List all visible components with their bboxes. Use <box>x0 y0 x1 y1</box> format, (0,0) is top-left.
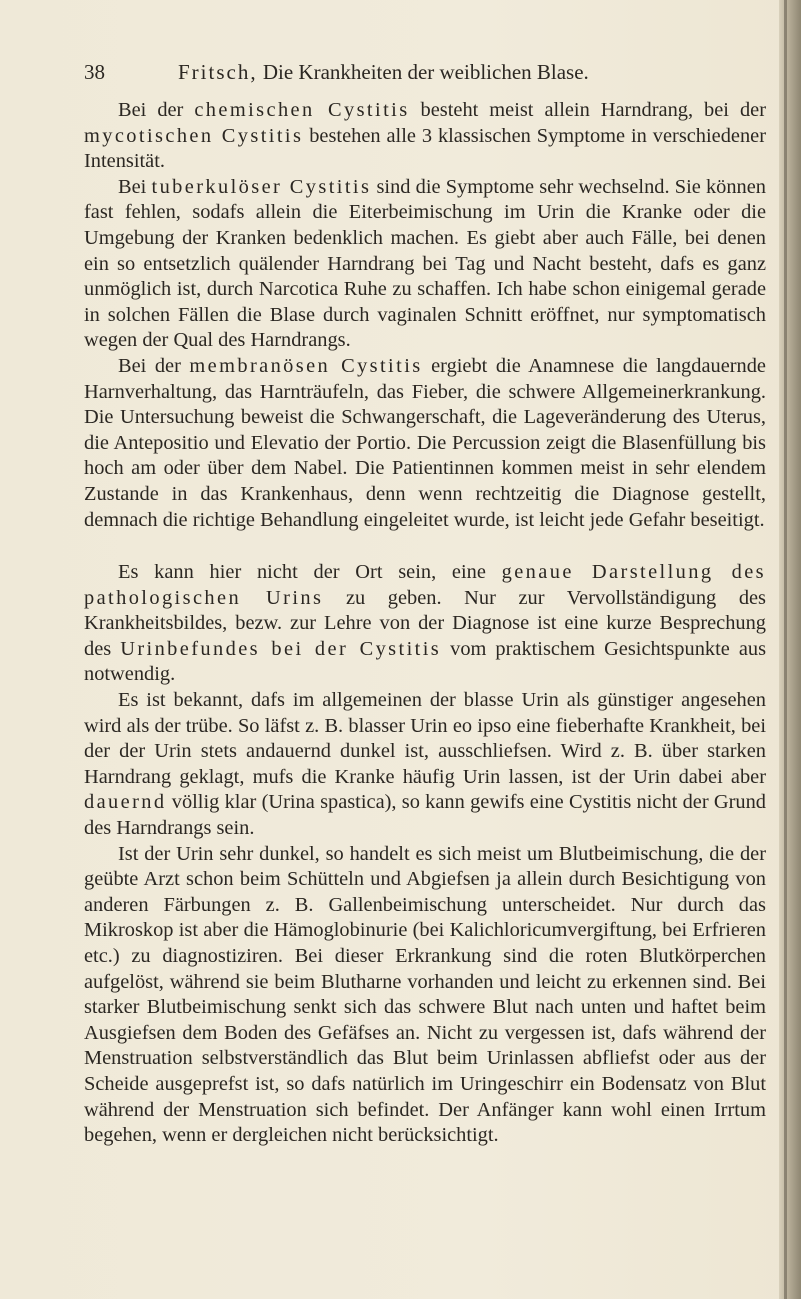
spaced-term: membranösen Cystitis <box>189 354 423 377</box>
paragraph-text: Bei der <box>118 354 190 377</box>
paragraph-text: völlig klar (Urina spastica), so kann gewifs eine Cystitis nicht der Grund des Harndrangs sein. <box>84 791 766 840</box>
paragraph-text: Es kann hier nicht der Ort sein, eine <box>118 561 502 584</box>
paragraph <box>84 175 766 354</box>
paragraph-text: ergiebt die Anamnese die langdauernde Harnverhaltung, das Harnträufeln, das Fieber, die schwere Allgemeinerkrankung. Die Untersuchung beweist die Schwangerschaft, die Lageveränderung des Uterus, die Antepositio und Elevatio der Portio. Die Percussion zeigt die Blasenfüllung bis hoch am oder über dem Nabel. Die Patientinnen kommen meist in sehr elendem Zustande in das Krankenhaus, denn wenn rechtzeitig die Diagnose gestellt, demnach die richtige Behandlung eingeleitet wurde, ist leicht jede Gefahr beseitigt. <box>84 354 766 531</box>
paragraph-text: Bei der <box>118 99 195 121</box>
paragraph-text: vom praktischem Gesichtspunkte aus notwendig. <box>84 637 766 686</box>
paragraph-text: besteht meist allein Harndrang, bei der <box>409 99 766 121</box>
spaced-term: Urinbefundes bei der Cystitis <box>120 637 442 660</box>
body-text <box>84 98 766 1149</box>
paragraph <box>84 688 766 842</box>
paragraph <box>84 98 766 175</box>
running-title <box>178 60 589 85</box>
paragraph-text: Bei <box>118 175 152 198</box>
paragraph-text: bestehen alle 3 klassischen Symptome in verschiedener Intensität. <box>84 124 766 173</box>
running-title-author: Fritsch, <box>178 60 258 84</box>
spaced-term: mycotischen Cystitis <box>84 124 304 147</box>
paragraph <box>84 354 766 533</box>
page-header <box>84 60 774 88</box>
spaced-term: chemischen Cystitis <box>194 99 410 121</box>
paragraph-text: zu geben. Nur zur Vervollständigung des Krankheitsbildes, bezw. zur Lehre von der Diagnose ist eine kurze Besprechung des <box>84 586 766 660</box>
page-edge-line <box>784 0 787 1299</box>
spaced-term: tuberkulöser Cystitis <box>151 175 372 198</box>
spaced-term: genaue Darstellung des pathologischen Urins <box>84 561 766 609</box>
paragraph <box>84 560 766 688</box>
paragraph-text: sind die Symptome sehr wechselnd. Sie können fast fehlen, sodafs allein die Eiterbeimischung im Urin die Kranke oder die Umgebung der Kranken bedenklich machen. Es giebt aber auch Fälle, bei denen ein so entsetzlich quälender Harndrang bei Tag und Nacht besteht, dafs es ganz unmöglich ist, durch Narcotica Ruhe zu schaffen. Ich habe schon einigemal gerade in solchen Fällen die Blase durch vaginalen Schnitt eröffnet, nur symptomatisch wegen der Qual des Harndrangs. <box>84 175 767 352</box>
paragraph-text: Ist der Urin sehr dunkel, so handelt es sich meist um Blutbeimischung, die der geübte Arzt schon beim Schütteln und Abgiefsen ja allein durch Besichtigung von anderen Färbungen z. B. Gallenbeimischung unterscheidet. Nur durch das Mikroskop ist aber die Hämoglobinurie (bei Kalichloricumvergiftung, bei Erfrieren etc.) zu diagnostiziren. Bei dieser Erkrankung sind die roten Blutkörperchen aufgelöst, während sie beim Blutharne vorhanden und leicht zu erkennen sind. Bei starker Blutbeimischung senkt sich das schwere Blut nach unten und haftet beim Ausgiefsen dem Boden des Gefäfses an. Nicht zu vergessen ist, dafs während der Menstruation selbstverständlich das Blut beim Urinlassen abfliefst oder aus der Scheide ausgeprefst ist, so dafs natürlich im Uringeschirr ein Bodensatz von Blut während der Menstruation sich befindet. Der Anfänger kann wohl einen Irrtum begehen, wenn er dergleichen nicht berücksichtigt. <box>84 842 766 1147</box>
page-number: 38 <box>84 60 105 84</box>
paragraph <box>84 842 766 1149</box>
running-title-text: Die Krankheiten der weiblichen Blase. <box>257 60 589 84</box>
spaced-term: dauernd <box>84 791 167 814</box>
paragraph-text: Es ist bekannt, dafs im allgemeinen der blasse Urin als günstiger angesehen wird als der trübe. So läfst z. B. blasser Urin eo ipso eine fieberhafte Krankheit, bei der der Urin stets andauernd dunkel ist, ausschliefsen. Wird z. B. über starken Harndrang geklagt, mufs die Kranke häufig Urin lassen, ist der Urin dabei aber <box>84 689 766 788</box>
page-edge-shadow <box>779 0 801 1299</box>
